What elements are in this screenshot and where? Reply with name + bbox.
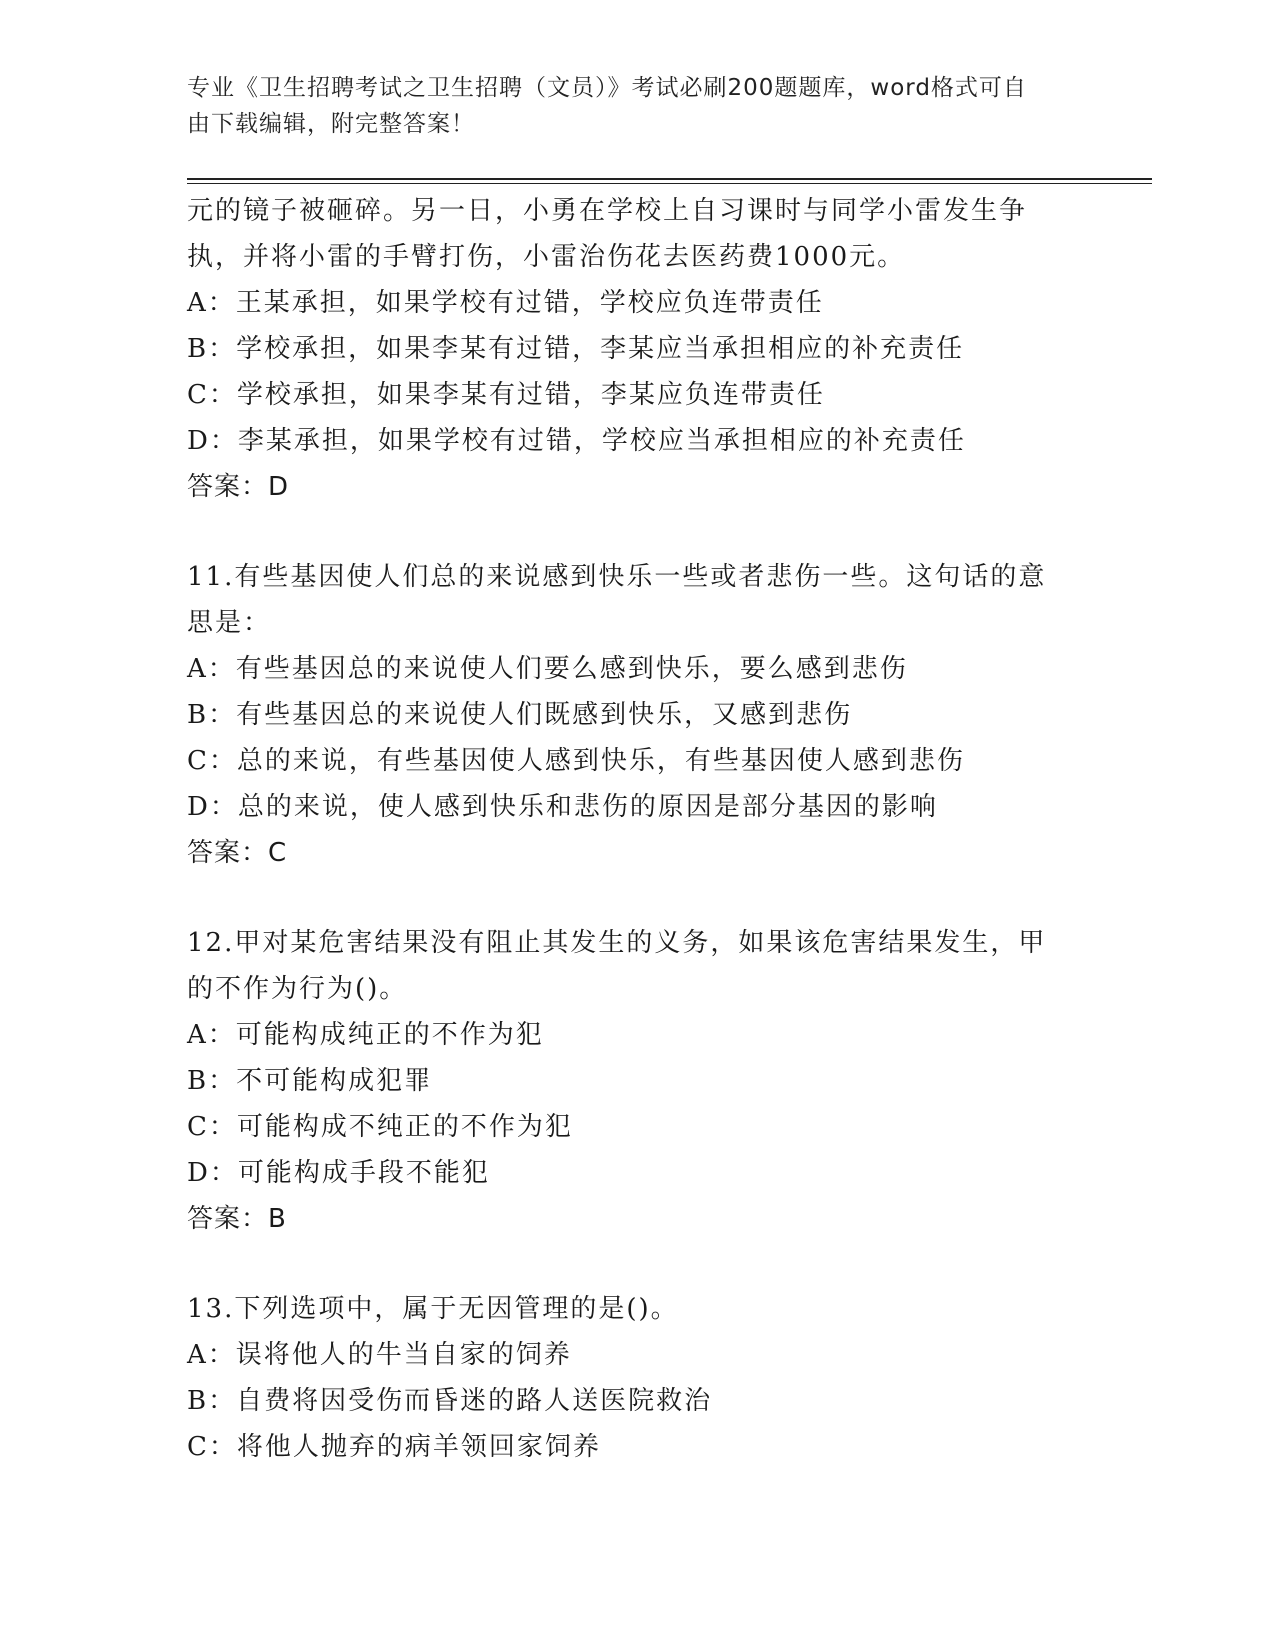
option-d: D：可能构成手段不能犯 <box>187 1158 490 1188</box>
question-stem-line: 执，并将小雷的手臂打伤，小雷治伤花去医药费1000元。 <box>187 242 906 272</box>
header-line-1: 专业《卫生招聘考试之卫生招聘（文员）》考试必刷200题题库，word格式可自 <box>187 75 1027 101</box>
question-stem-line: 13.下列选项中，属于无因管理的是()。 <box>187 1294 679 1324</box>
question-stem-line: 元的镜子被砸碎。另一日，小勇在学校上自习课时与同学小雷发生争 <box>187 196 1028 226</box>
option-b: B：有些基因总的来说使人们既感到快乐，又感到悲伤 <box>187 700 853 730</box>
option-b: B：学校承担，如果李某有过错，李某应当承担相应的补充责任 <box>187 334 965 364</box>
answer-line: 答案：C <box>187 838 288 868</box>
option-c: C：学校承担，如果李某有过错，李某应负连带责任 <box>187 380 825 410</box>
header-line-2: 由下载编辑，附完整答案！ <box>187 111 475 137</box>
header-rule-thick <box>187 178 1152 180</box>
question-stem-line: 思是： <box>187 608 272 638</box>
question-11 <box>187 554 1087 876</box>
option-a: A：有些基因总的来说使人们要么感到快乐，要么感到悲伤 <box>187 654 908 684</box>
page-header <box>187 70 1077 142</box>
question-stem-line: 12.甲对某危害结果没有阻止其发生的义务，如果该危害结果发生，甲 <box>187 928 1047 958</box>
spacer <box>187 876 1087 920</box>
question-13 <box>187 1286 1087 1470</box>
option-b: B：自费将因受伤而昏迷的路人送医院救治 <box>187 1386 713 1416</box>
option-c: C：总的来说，有些基因使人感到快乐，有些基因使人感到悲伤 <box>187 746 965 776</box>
question-stem-line: 的不作为行为()。 <box>187 974 408 1004</box>
option-a: A：王某承担，如果学校有过错，学校应负连带责任 <box>187 288 824 318</box>
answer-line: 答案：B <box>187 1204 287 1234</box>
option-c: C：可能构成不纯正的不作为犯 <box>187 1112 573 1142</box>
option-c: C：将他人抛弃的病羊领回家饲养 <box>187 1432 601 1462</box>
spacer <box>187 510 1087 554</box>
question-12 <box>187 920 1087 1242</box>
option-a: A：误将他人的牛当自家的饲养 <box>187 1340 572 1370</box>
option-d: D：李某承担，如果学校有过错，学校应当承担相应的补充责任 <box>187 426 966 456</box>
answer-line: 答案：D <box>187 472 290 502</box>
question-content <box>187 188 1087 1470</box>
question-stem-line: 11.有些基因使人们总的来说感到快乐一些或者悲伤一些。这句话的意 <box>187 562 1047 592</box>
option-a: A：可能构成纯正的不作为犯 <box>187 1020 544 1050</box>
option-b: B：不可能构成犯罪 <box>187 1066 433 1096</box>
spacer <box>187 1242 1087 1286</box>
option-d: D：总的来说，使人感到快乐和悲伤的原因是部分基因的影响 <box>187 792 938 822</box>
header-rule-thin <box>187 183 1152 184</box>
question-10 <box>187 188 1087 510</box>
